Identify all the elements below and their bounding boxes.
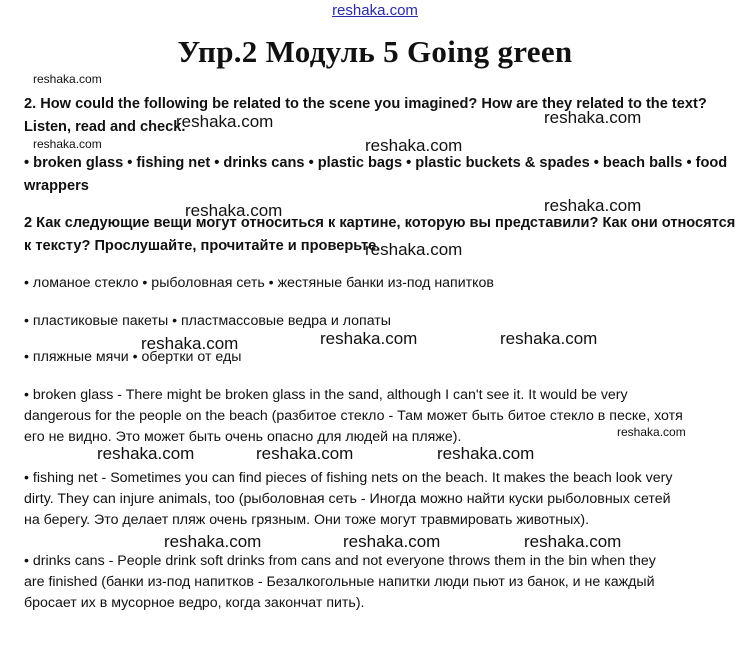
words-en-line-1: • broken glass • fishing net • drinks cans • plastic bags • plastic buckets & spades • beach balls • food [24,155,728,171]
watermark: reshaka.com [524,532,622,551]
answer-3-line-3: бросает их в мусорное ведро, когда закончат пить). [24,595,365,611]
task-ru-line-1: 2 Как следующие вещи могут относиться к картине, которую вы представили? Как они относятся [24,215,736,231]
watermark: reshaka.com [185,201,283,220]
page-title: Упр.2 Модуль 5 Going green [177,34,573,69]
watermark: reshaka.com [544,108,642,127]
watermark: reshaka.com [437,444,535,463]
answer-1-line-2: dangerous for the people on the beach (разбитое стекло - Там может быть битое стекло в песке, хотя [24,408,683,424]
answer-2-line-2: dirty. They can injure animals, too (рыболовная сеть - Иногда можно найти куски рыболовных сетей [24,491,671,507]
watermark: reshaka.com [365,240,463,259]
answer-1-line-1: • broken glass - There might be broken glass in the sand, although I can't see it. It would be very [24,387,628,403]
watermark: reshaka.com [343,532,441,551]
site-link[interactable]: reshaka.com [332,2,418,19]
answer-2-line-3: на берегу. Это делает пляж очень грязным. Они тоже могут травмировать животных). [24,512,590,528]
watermark: reshaka.com [544,196,642,215]
watermark: reshaka.com [256,444,354,463]
watermark: reshaka.com [500,329,598,348]
task-en-line-1: 2. How could the following be related to the scene you imagined? How are they related to the text? [24,96,707,112]
words-ru-line-2: • пластиковые пакеты • пластмассовые ведра и лопаты [24,313,392,329]
watermark: reshaka.com [141,334,239,353]
words-ru-line-3: • пляжные мячи • обертки от еды [24,349,242,365]
words-en-line-2: wrappers [24,178,89,194]
answer-2-line-1: • fishing net - Sometimes you can find pieces of fishing nets on the beach. It makes the beach look very [24,470,673,486]
watermark: reshaka.com [320,329,418,348]
watermark: reshaka.com [97,444,195,463]
watermark: reshaka.com [33,137,102,151]
answer-3-line-1: • drinks cans - People drink soft drinks from cans and not everyone throws them in the bin when they [24,553,656,569]
task-ru-line-2: к тексту? Прослушайте, прочитайте и проверьте. [24,238,381,254]
words-ru-line-1: • ломаное стекло • рыболовная сеть • жестяные банки из-под напитков [24,275,494,291]
task-en-line-2: Listen, read and check. [24,119,186,135]
answer-3-line-2: are finished (банки из-под напитков - Безалкогольные напитки люди пьют из банок, и не каждый [24,574,655,590]
watermark: reshaka.com [33,72,102,86]
answer-1-line-3: его не видно. Это может быть очень опасно для людей на пляже). [24,429,462,445]
watermark: reshaka.com [176,112,274,131]
watermark: reshaka.com [365,136,463,155]
watermark: reshaka.com [164,532,262,551]
watermark: reshaka.com [617,425,686,439]
